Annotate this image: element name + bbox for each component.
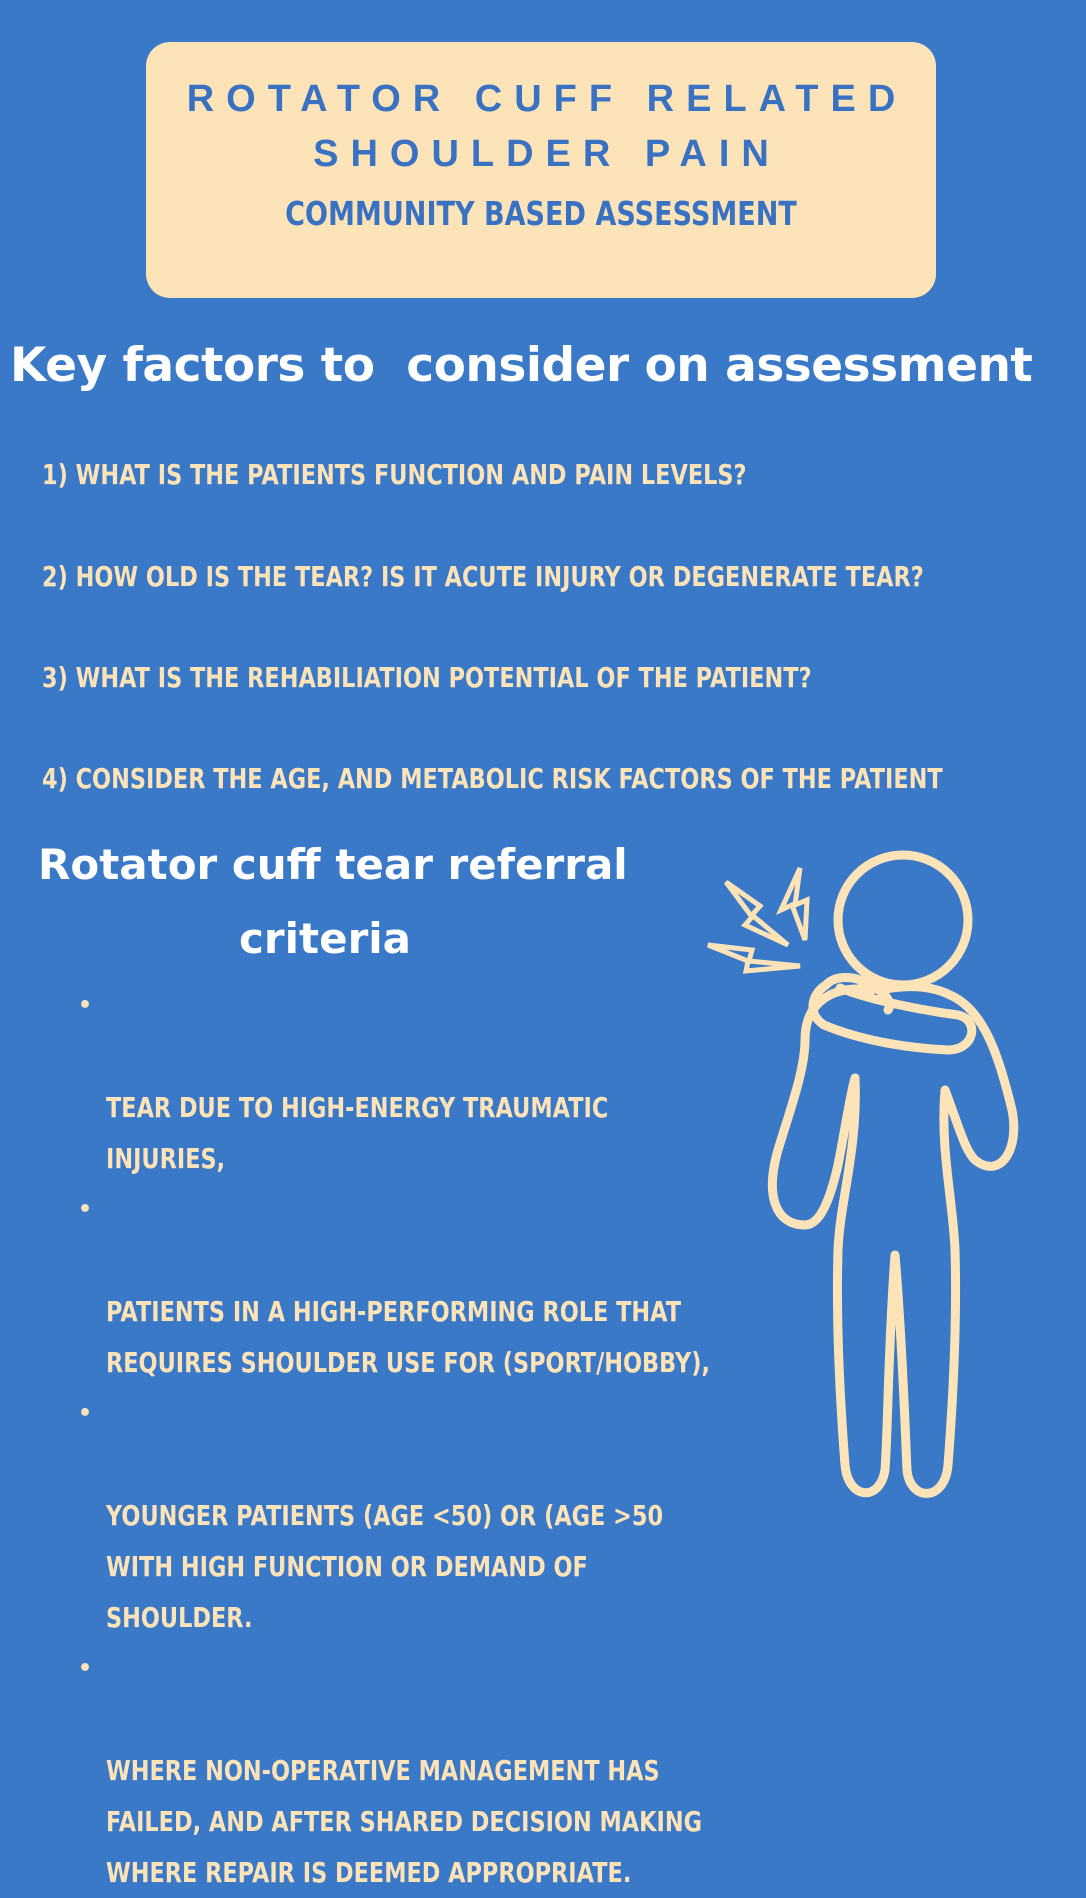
key-factor-2: 2) HOW OLD IS THE TEAR? IS IT ACUTE INJURY OR DEGENERATE TEAR? <box>42 560 924 593</box>
page-title-line-1: ROTATOR CUFF RELATED <box>186 78 908 120</box>
referral-heading-line-1: Rotator cuff tear referral <box>38 840 628 889</box>
key-factors-heading: Key factors to consider on assessment <box>10 338 1033 393</box>
key-factor-3: 3) WHAT IS THE REHABILIATION POTENTIAL OF THE PATIENT? <box>42 661 812 694</box>
bullet-icon: • <box>78 993 93 1018</box>
referral-criteria-list <box>70 980 730 1898</box>
bullet-icon: • <box>78 1656 93 1681</box>
person-shoulder-pain-icon <box>700 850 1040 1530</box>
page-subtitle: COMMUNITY BASED ASSESSMENT <box>285 194 797 233</box>
criteria-text: WHERE NON-OPERATIVE MANAGEMENT HAS FAILED, AND AFTER SHARED DECISION MAKING WHERE REPAIR IS DEEMED APPROPRIATE. <box>106 1754 702 1889</box>
criteria-item <box>70 1643 730 1898</box>
key-factor-1: 1) WHAT IS THE PATIENTS FUNCTION AND PAIN LEVELS? <box>42 458 747 491</box>
criteria-text: PATIENTS IN A HIGH-PERFORMING ROLE THAT REQUIRES SHOULDER USE FOR (SPORT/HOBBY), <box>106 1295 710 1379</box>
page-title-line-2: SHOULDER PAIN <box>313 133 781 175</box>
criteria-item <box>70 1388 730 1643</box>
referral-heading-line-2: criteria <box>239 914 412 963</box>
bullet-icon: • <box>78 1401 93 1426</box>
bullet-icon: • <box>78 1197 93 1222</box>
criteria-item <box>70 1184 730 1388</box>
criteria-item <box>70 980 730 1184</box>
key-factor-4: 4) CONSIDER THE AGE, AND METABOLIC RISK FACTORS OF THE PATIENT <box>42 762 943 795</box>
criteria-text: YOUNGER PATIENTS (AGE <50) OR (AGE >50 WITH HIGH FUNCTION OR DEMAND OF SHOULDER. <box>106 1499 664 1634</box>
criteria-text: TEAR DUE TO HIGH-ENERGY TRAUMATIC INJURIES, <box>106 1091 609 1175</box>
title-card <box>146 42 936 298</box>
